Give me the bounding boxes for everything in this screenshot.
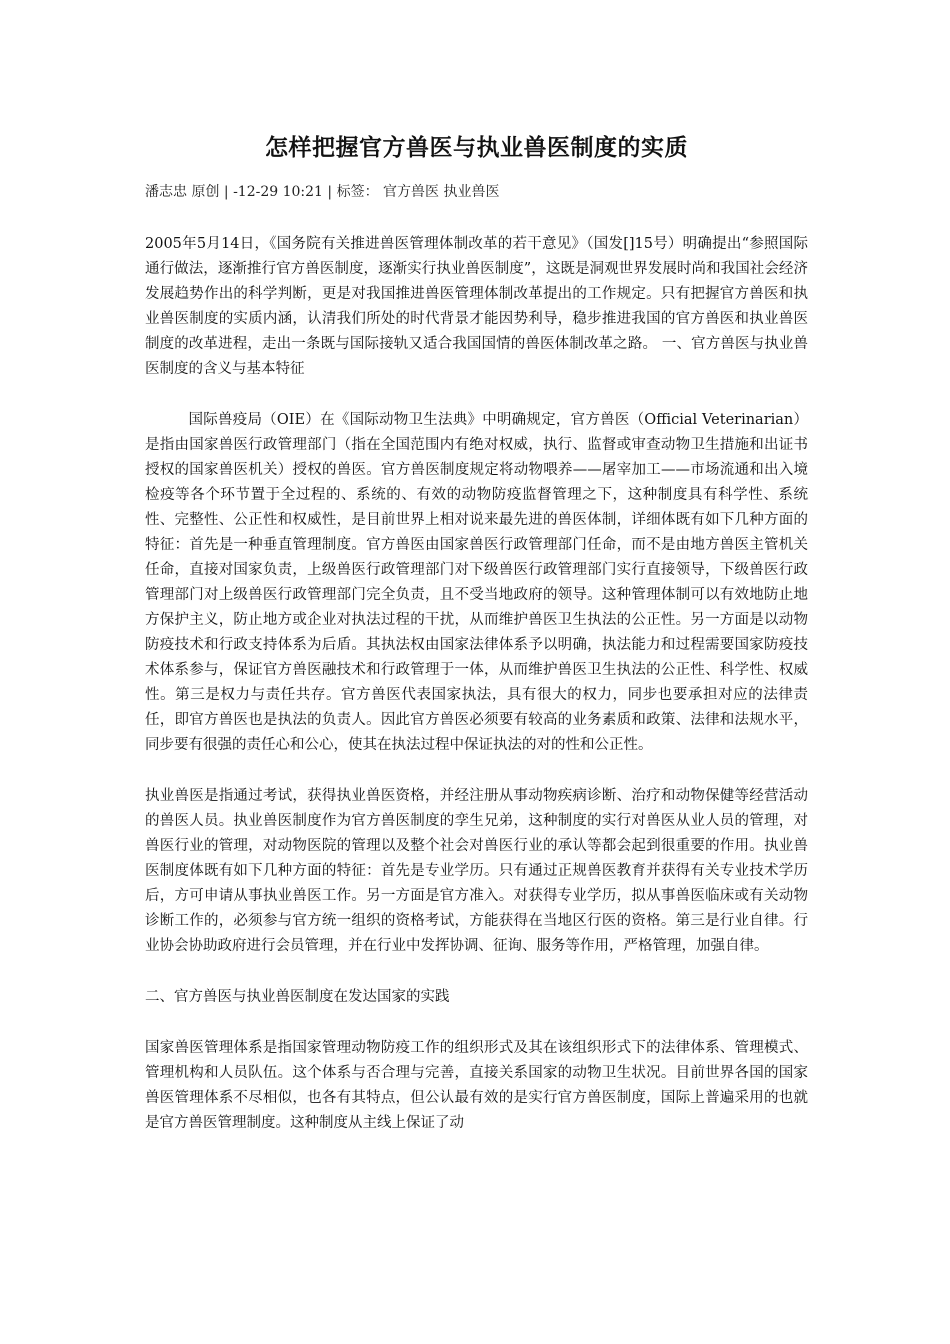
paragraph-official-vet: 国际兽疫局（OIE）在《国际动物卫生法典》中明确规定，官方兽医（Official Veterinarian）是指由国家兽医行政管理部门（指在全国范围内有绝对权威，执行、监督或审查动物卫生措施和出证书授权的国家兽医机关）授权的兽医。官方兽医制度规定将动物喂养——屠宰加工——市场流通和出入境检疫等各个环节置于全过程的、系统的、有效的动物防疫监督管理之下，这种制度具有科学性、系统性、完整性、公正性和权威性，是目前世界上相对说来最先进的兽医体制，详细体既有如下几种方面的特征：首先是一种垂直管理制度。官方兽医由国家兽医行政管理部门任命，而不是由地方兽医主管机关任命，直接对国家负责，上级兽医行政管理部门对下级兽医行政管理部门实行直接领导，下级兽医行政管理部门对上级兽医行政管理部门完全负责，且不受当地政府的领导。这种管理体制可以有效地防止地方保护主义，防止地方或企业对执法过程的干扰，从而维护兽医卫生执法的公正性。另一方面是以动物防疫技术和行政支持体系为后盾。其执法权由国家法律体系予以明确，执法能力和过程需要国家防疫技术体系参与，保证官方兽医融技术和行政管理于一体，从而维护兽医卫生执法的公正性、科学性、权威性。第三是权力与责任共存。官方兽医代表国家执法，具有很大的权力，同步也要承担对应的法律责任，即官方兽医也是执法的负责人。因此官方兽医必须要有较高的业务素质和政策、法律和法规水平，同步要有很强的责任心和公心，使其在执法过程中保证执法的对的性和公正性。 xyxy=(145,412,808,753)
paragraph-intro: 2005年5月14日，《国务院有关推进兽医管理体制改革的若干意见》（国发[]15号）明确提出“参照国际通行做法，逐渐推行官方兽医制度，逐渐实行执业兽医制度”，这既是洞观世界发展时尚和我国社会经济发展趋势作出的科学判断，更是对我国推进兽医管理体制改革提出的工作规定。只有把握官方兽医和执业兽医制度的实质内涵，认清我们所处的时代背景才能因势利导，稳步推进我国的官方兽医和执业兽医制度的改革进程，走出一条既与国际接轨又适合我国国情的兽医体制改革之路。 一、官方兽医与执业兽医制度的含义与基本特征 xyxy=(145,236,808,377)
paragraph-national-system: 国家兽医管理体系是指国家管理动物防疫工作的组织形式及其在该组织形式下的法律体系、管理模式、管理机构和人员队伍。这个体系与否合理与完善，直接关系国家的动物卫生状况。目前世界各国的国家兽医管理体系不尽相似，也各有其特点，但公认最有效的是实行官方兽医制度，国际上普遍采用的也就是官方兽医管理制度。这种制度从主线上保证了动 xyxy=(145,1040,808,1131)
paragraph-licensed-vet: 执业兽医是指通过考试，获得执业兽医资格，并经注册从事动物疾病诊断、治疗和动物保健等经营活动的兽医人员。执业兽医制度作为官方兽医制度的孪生兄弟，这种制度的实行对兽医从业人员的管理，对兽医行业的管理，对动物医院的管理以及整个社会对兽医行业的承认等都会起到很重要的作用。执业兽医制度体既有如下几种方面的特征：首先是专业学历。只有通过正规兽医教育并获得有关专业技术学历后，方可申请从事执业兽医工作。另一方面是官方准入。对获得专业学历，拟从事兽医临床或有关动物诊断工作的，必须参与官方统一组织的资格考试，方能获得在当地区行医的资格。第三是行业自律。行业协会协助政府进行会员管理，并在行业中发挥协调、征询、服务等作用，严格管理，加强自律。 xyxy=(145,788,808,954)
document-page xyxy=(145,128,808,1162)
section-heading-two: 二、官方兽医与执业兽医制度在发达国家的实践 xyxy=(145,989,450,1005)
document-title: 怎样把握官方兽医与执业兽医制度的实质 xyxy=(265,134,688,161)
article-meta: 潘志忠 原创 | -12-29 10:21 | 标签： 官方兽医 执业兽医 xyxy=(145,184,500,200)
